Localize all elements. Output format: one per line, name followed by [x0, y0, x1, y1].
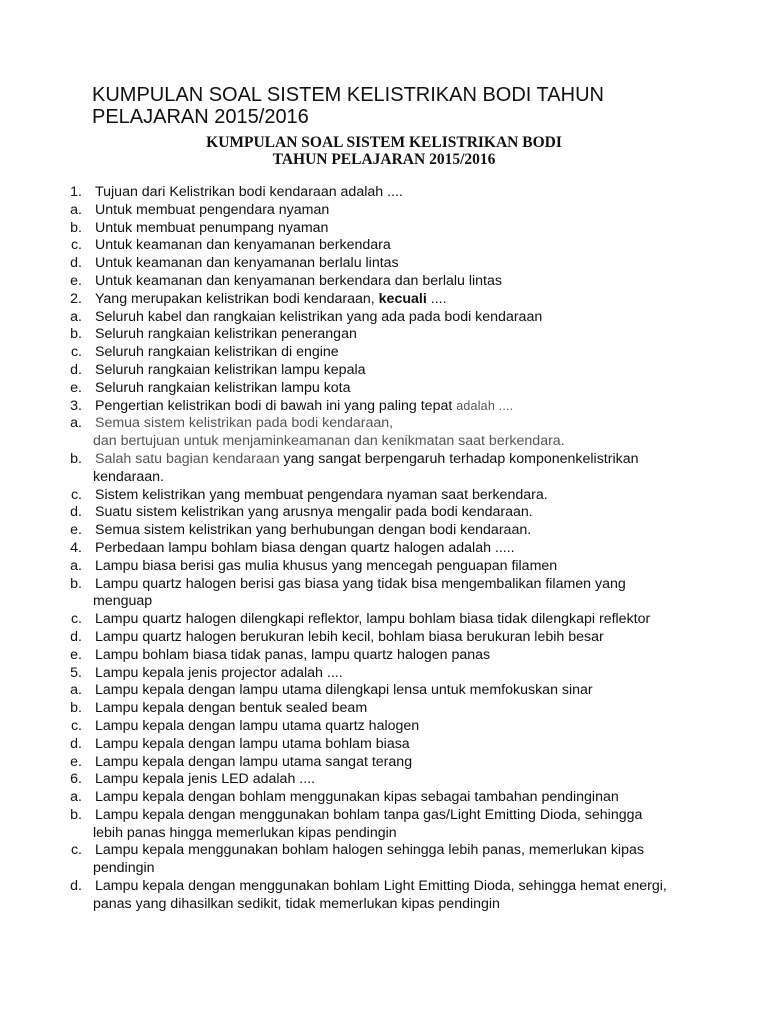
question-list — [0, 184, 768, 914]
option-3d: d. Suatu sistem kelistrikan yang arusnya mengalir pada bodi kendaraan. — [70, 504, 533, 521]
option-6b: b. Lampu kepala dengan menggunakan bohlam tanpa gas/Light Emitting Dioda, sehingga — [70, 806, 643, 823]
option-4d: d. Lampu quartz halogen berukuran lebih kecil, bohlam biasa berukuran lebih besar — [70, 628, 604, 645]
option-6d: d. Lampu kepala dengan menggunakan bohlam Light Emitting Dioda, sehingga hemat energi, — [70, 878, 667, 895]
question-number: 4. — [70, 539, 82, 556]
option-2b: b. Seluruh rangkaian kelistrikan penerangan — [70, 326, 357, 343]
question-number: 1. — [70, 184, 82, 200]
option-4c: c. Lampu quartz halogen dilengkapi reflektor, lampu bohlam biasa tidak dilengkapi reflektor — [70, 611, 651, 628]
question-text: Yang merupakan kelistrikan bodi kendaraan, kecuali .... — [95, 290, 447, 307]
subtitle-line-1: KUMPULAN SOAL SISTEM KELISTRIKAN BODI — [206, 134, 562, 151]
question-text: Pengertian kelistrikan bodi di bawah ini yang paling tepat adalah .... — [95, 397, 514, 414]
question-number: 5. — [70, 664, 82, 681]
option-5b: b. Lampu kepala dengan bentuk sealed beam — [70, 700, 368, 717]
option-5e: e. Lampu kepala dengan lampu utama sangat terang — [70, 753, 413, 770]
option-3e: e. Semua sistem kelistrikan yang berhubungan dengan bodi kendaraan. — [70, 522, 532, 539]
title-line-2: PELAJARAN 2015/2016 — [92, 106, 309, 128]
option-4b-continued: menguap — [93, 593, 153, 610]
option-5c: c. Lampu kepala dengan lampu utama quartz halogen — [70, 717, 420, 734]
option-1a: a. Untuk membuat pengendara nyaman — [70, 201, 330, 218]
option-6d-continued: panas yang dihasilkan sedikit, tidak memerlukan kipas pendingin — [93, 895, 500, 912]
title-line-1: KUMPULAN SOAL SISTEM KELISTRIKAN BODI TAHUN — [92, 84, 604, 106]
option-1e: e. Untuk keamanan dan kenyamanan berkendara dan berlalu lintas — [70, 272, 502, 289]
question-text: Perbedaan lampu bohlam biasa dengan quartz halogen adalah ..... — [95, 539, 515, 556]
question-number: 6. — [70, 771, 82, 788]
question-5 — [0, 665, 768, 683]
option-2c: c. Seluruh rangkaian kelistrikan di engine — [70, 344, 339, 361]
document-subtitle — [0, 134, 768, 168]
question-4 — [0, 540, 768, 558]
option-3a-continued: dan bertujuan untuk menjaminkeamanan dan kenikmatan saat berkendara. — [93, 433, 565, 450]
question-2 — [0, 291, 768, 309]
option-2d: d. Seluruh rangkaian kelistrikan lampu kepala — [70, 361, 366, 378]
subtitle-line-2: TAHUN PELAJARAN 2015/2016 — [272, 151, 496, 168]
option-5d: d. Lampu kepala dengan lampu utama bohlam biasa — [70, 735, 410, 752]
option-3b: b. Salah satu bagian kendaraan yang sangat berpengaruh terhadap komponenkelistrikan — [70, 450, 639, 467]
option-4b: b. Lampu quartz halogen berisi gas biasa yang tidak bisa mengembalikan filamen yang — [70, 575, 626, 592]
option-1c: c. Untuk keamanan dan kenyamanan berkendara — [70, 237, 391, 254]
option-2a: a. Seluruh kabel dan rangkaian kelistrikan yang ada pada bodi kendaraan — [70, 308, 543, 325]
option-3c: c. Sistem kelistrikan yang membuat pengendara nyaman saat berkendara. — [70, 486, 548, 503]
option-3b-continued: kendaraan. — [93, 468, 164, 485]
question-text: Lampu kepala jenis LED adalah .... — [95, 771, 316, 788]
question-text: Lampu kepala jenis projector adalah .... — [95, 664, 343, 681]
option-2e: e. Seluruh rangkaian kelistrikan lampu kota — [70, 379, 351, 396]
question-number: 3. — [70, 397, 82, 414]
question-6 — [0, 771, 768, 789]
option-4e: e. Lampu bohlam biasa tidak panas, lampu quartz halogen panas — [70, 646, 491, 663]
question-1 — [0, 184, 768, 202]
option-6a: a. Lampu kepala dengan bohlam menggunakan kipas sebagai tambahan pendinginan — [70, 789, 619, 806]
option-1b: b. Untuk membuat penumpang nyaman — [70, 219, 329, 236]
option-1d: d. Untuk keamanan dan kenyamanan berlalu lintas — [70, 255, 399, 272]
question-text: Tujuan dari Kelistrikan bodi kendaraan adalah .... — [95, 184, 403, 200]
option-6b-continued: lebih panas hingga memerlukan kipas pendingin — [93, 824, 397, 841]
question-number: 2. — [70, 290, 82, 307]
question-3 — [0, 398, 768, 416]
option-3a: a. Semua sistem kelistrikan pada bodi kendaraan, — [70, 415, 394, 432]
emphasis-kecuali: kecuali — [378, 290, 427, 307]
option-6c: c. Lampu kepala menggunakan bohlam halogen sehingga lebih panas, memerlukan kipas — [70, 842, 644, 859]
document-title — [92, 84, 692, 128]
option-4a: a. Lampu biasa berisi gas mulia khusus yang mencegah penguapan filamen — [70, 557, 558, 574]
option-5a: a. Lampu kepala dengan lampu utama dilengkapi lensa untuk memfokuskan sinar — [70, 682, 593, 699]
option-6c-continued: pendingin — [93, 860, 155, 877]
